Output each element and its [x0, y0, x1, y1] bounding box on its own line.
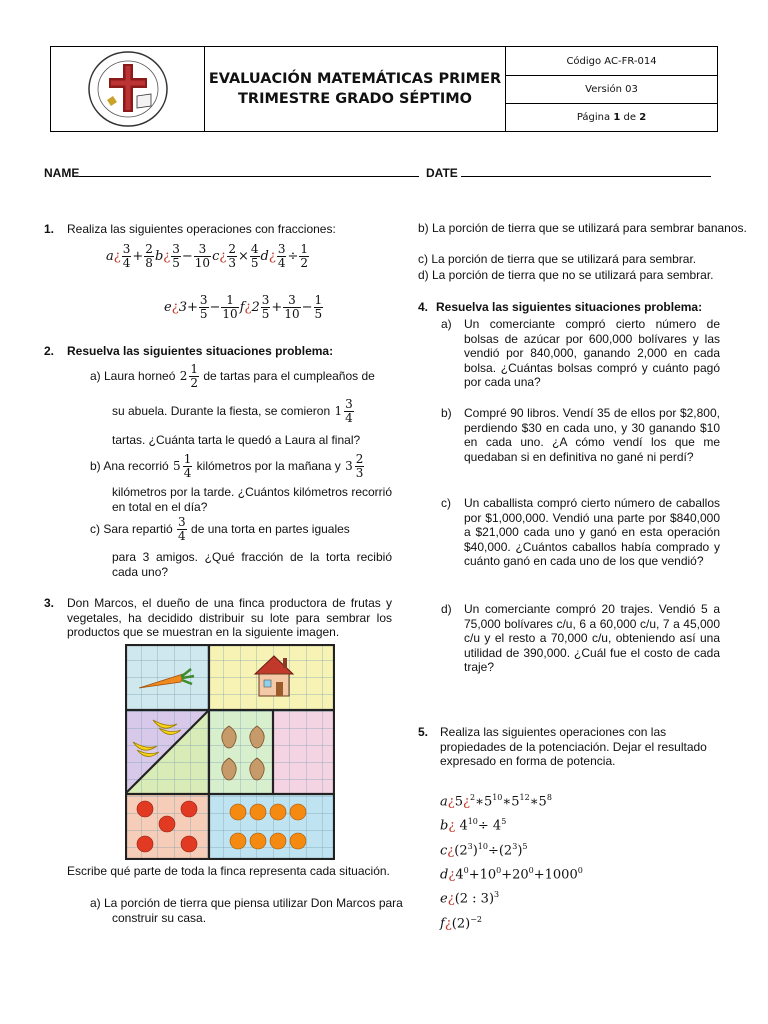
- q2-item-b-line1: b) Ana recorrió 5 $\frac{1}{4}$ kilómetros por la mañana y 3 $\frac{2}{3}$: [90, 452, 364, 481]
- name-field[interactable]: [44, 166, 419, 180]
- q5-op-f: $f¿(2)^{-2}$: [440, 914, 483, 931]
- q3-item-b: b) La porción de tierra que se utilizará para sembrar bananos.: [418, 221, 747, 235]
- q2a-part3: su abuela. Durante la fiesta, se comieron: [112, 404, 331, 418]
- name-label: NAME: [44, 166, 80, 180]
- q4-number: 4.: [418, 300, 429, 314]
- page-prefix: Página: [576, 111, 611, 123]
- q3-prompt: Escribe qué parte de toda la finca representa cada situación.: [67, 864, 390, 878]
- q5-op-a: $a¿5¿^2∗5^{10}∗5^{12}∗5^8$: [440, 793, 552, 810]
- q2a-part4: tartas. ¿Cuánta tarta le quedó a Laura al final?: [112, 433, 361, 447]
- q2-text: Resuelva las siguientes situaciones problema:: [67, 344, 334, 358]
- page-indicator: [506, 103, 717, 131]
- q2-item-a-line2: su abuela. Durante la fiesta, se comieron 1 $\frac{3}{4}$: [112, 397, 353, 426]
- page-number: 1: [613, 111, 621, 123]
- school-seal-icon: [87, 50, 169, 128]
- q2-item-c-line1: c) Sara repartió $\frac{3}{4}$ de una torta en partes iguales: [90, 515, 350, 544]
- q2a-part1: a) Laura horneó: [90, 369, 176, 383]
- q5-op-c: $c¿(2^3)^{10}\div(2^3)^5$: [440, 841, 528, 858]
- date-label: DATE: [426, 166, 458, 180]
- q3-item-a: a) La porción de tierra que piensa utilizar Don Marcos para construir su casa.: [90, 896, 403, 925]
- logo-cell: [51, 47, 205, 131]
- q1-text: Realiza las siguientes operaciones con fracciones:: [67, 222, 336, 236]
- q5-operations: [440, 788, 583, 934]
- q2-number: 2.: [44, 344, 55, 358]
- q4-item-b-label: b): [441, 406, 452, 420]
- date-field[interactable]: [426, 166, 711, 180]
- header-table: [50, 46, 718, 132]
- q3-item-c: c) La porción de tierra que se utilizará para sembrar.: [418, 252, 697, 266]
- q2b-part2: kilómetros por la mañana y: [196, 459, 341, 473]
- q1-operations-row1: a¿ $\frac{3}{4}$ + $\frac{2}{8}$ b¿ $\frac{3}{5}$ − $\frac{3}{10}$ c¿ $\frac{2}{3}$ × $\frac{4}{5}$ d¿ $\frac{3}{4}$ ÷ $\frac{1}{2}$: [106, 242, 309, 270]
- q4-item-a-label: a): [441, 317, 452, 331]
- farm-plot-diagram: [125, 644, 335, 860]
- q5-op-b: b¿ $4^{10}\div 4^5$: [440, 817, 507, 834]
- page-of: de: [623, 111, 636, 123]
- q3-text: Don Marcos, el dueño de una finca productora de frutas y vegetales, ha decidido distribuir su lote para sembrar los productos que se muestran en la siguiente imagen.: [67, 596, 392, 639]
- q2c-part1: c) Sara repartió: [90, 522, 173, 536]
- q3-item-d: d) La porción de tierra que no se utilizará para sembrar.: [418, 268, 714, 282]
- q4-item-a: Un comerciante compró cierto número de bolsas de azúcar por 600,000 bolívares y las vendió por 840,000, ganando 2,000 en cada bolsa. ¿Cuántas bolsas compró y cuánto pagó por cada una?: [464, 317, 720, 389]
- q4-item-c-label: c): [441, 496, 451, 510]
- q2c-part3: para 3 amigos. ¿Qué fracción de la torta recibió cada uno?: [112, 550, 392, 579]
- q4-item-d: Un comerciante compró 20 trajes. Vendió 5 a 75,000 bolívares c/u, 6 a 60,000 c/u, 7 a 45,000 c/u y el resto a 70,000 c/u, obteniendo así una utilidad de 390,000. ¿Cuál fue el costo de cada traje?: [464, 602, 720, 674]
- q4-text: Resuelva las siguientes situaciones problema:: [436, 300, 703, 314]
- q1-operations-row2: e¿3+ $\frac{3}{5}$ − $\frac{1}{10}$ f¿2 $\frac{3}{5}$ + $\frac{3}{10}$ − $\frac{1}{5}$: [164, 293, 323, 321]
- q2b-part1: b) Ana recorrió: [90, 459, 169, 473]
- q4-item-d-label: d): [441, 602, 452, 616]
- q5-text: Realiza las siguientes operaciones con las propiedades de la potenciación. Dejar el resultado expresado en forma de potencia.: [440, 725, 707, 768]
- q2c-part2: de una torta en partes iguales: [191, 522, 350, 536]
- q3-number: 3.: [44, 596, 55, 610]
- q4-item-c: Un caballista compró cierto número de caballos por $1,000,000. Vendió una parte por $840,000 a $21,000 cada uno y ganó en esta operación $40,000. ¿Cuántos caballos había comprado y cuánto ganó en cada uno de los que vendió?: [464, 496, 720, 568]
- q5-op-e: e¿(2 : 3)$^3$: [440, 890, 500, 907]
- q5-number: 5.: [418, 725, 429, 739]
- document-title: EVALUACIÓN MATEMÁTICAS PRIMER TRIMESTRE GRADO SÉPTIMO: [205, 47, 506, 131]
- q2b-part3: kilómetros por la tarde. ¿Cuántos kilómetros recorrió en total en el día?: [112, 485, 392, 514]
- q4-item-b: Compré 90 libros. Vendí 35 de ellos por $2,800, perdiendo $30 en cada uno, y 30 ganando $10 en cada uno. ¿A cómo vendí los que me quedaban si en definitiva no gané ni perdí?: [464, 406, 720, 464]
- page-total: 2: [639, 111, 647, 123]
- q2-item-a-line1: a) Laura horneó 2 $\frac{1}{2}$ de tartas para el cumpleaños de: [90, 362, 375, 391]
- form-code: Código AC-FR-014: [506, 47, 717, 76]
- q5-op-d: $d¿4^0+10^0+20^0+1000^0$: [440, 865, 583, 883]
- form-version: Versión 03: [506, 75, 717, 104]
- q2a-part2: de tartas para el cumpleaños de: [203, 369, 375, 383]
- q1-number: 1.: [44, 222, 55, 236]
